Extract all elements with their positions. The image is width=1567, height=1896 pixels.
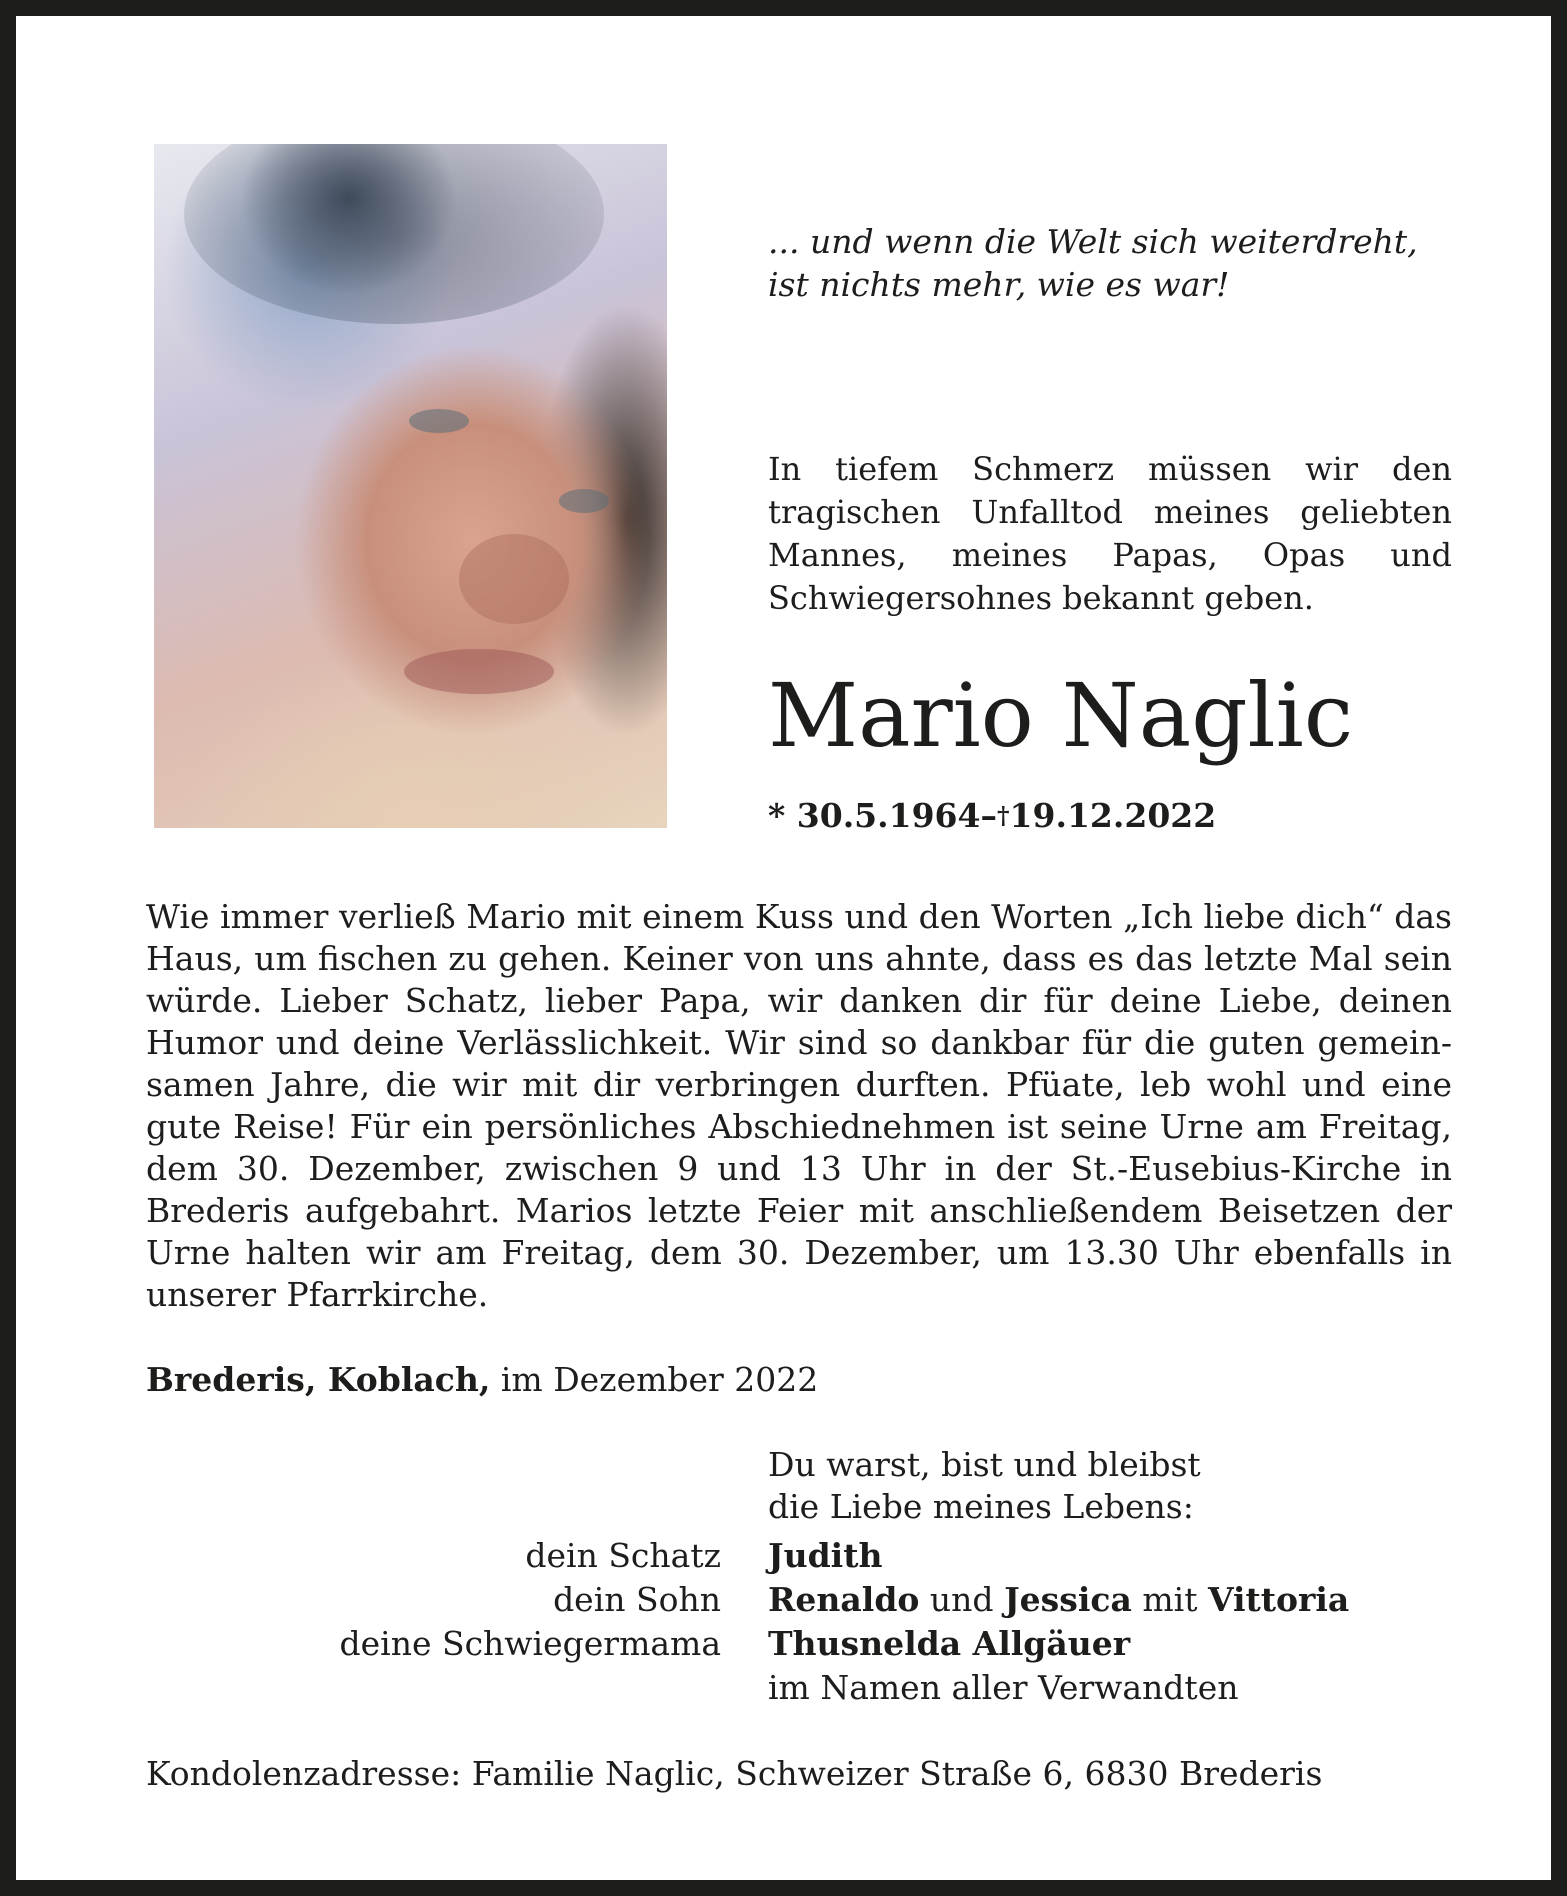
- place-and-date: [146, 1358, 1146, 1402]
- mourner-name-son: Renaldo: [768, 1580, 920, 1619]
- mourner-name-mother-in-law: Thusnelda Allgäuer: [768, 1624, 1131, 1663]
- death-mark: †: [996, 801, 1010, 830]
- quote: [768, 220, 1488, 306]
- mourner-role-son: dein Sohn: [553, 1580, 721, 1619]
- photo-hair: [184, 144, 604, 324]
- photo-nose: [459, 534, 569, 624]
- quote-line-2: ist nichts mehr, wie es war!: [768, 265, 1230, 304]
- love-statement: [768, 1444, 1468, 1528]
- mourner-name-partner: Jessica: [1004, 1580, 1132, 1619]
- condolence-address: Kondolenzadresse: Familie Naglic, Schweizer Straße 6, 6830 Brederis: [146, 1754, 1323, 1793]
- photo-eye-right: [559, 489, 609, 513]
- mourner-role-mother-in-law: deine Schwiegermama: [339, 1624, 721, 1663]
- place-location: Brederis, Koblach,: [146, 1360, 491, 1399]
- death-date: 19.12.2022: [1009, 796, 1217, 835]
- quote-line-1: ... und wenn die Welt sich weiterdreht,: [768, 222, 1418, 261]
- intro-text: In tiefem Schmerz müssen wir den tragischen Unfalltod meines geliebten Mannes, meines Papas, Opas und Schwiegersohnes bekannt geben.: [768, 450, 1452, 617]
- love-line-2: die Liebe meines Lebens:: [768, 1487, 1194, 1526]
- photo-eye-left: [409, 409, 469, 433]
- mourner-name-wife: Judith: [768, 1536, 883, 1575]
- mourner-names-son: [768, 1578, 1488, 1622]
- mourner-joiner-and: und: [929, 1580, 994, 1619]
- photo-mouth: [404, 649, 554, 694]
- life-dates: [768, 794, 1468, 838]
- deceased-name: Mario Naglic: [768, 664, 1354, 767]
- portrait-photo: [154, 144, 667, 828]
- body-text: Wie immer verließ Mario mit einem Kuss und den Worten „Ich liebe dich“ das Haus, um fischen zu gehen. Keiner von uns ahnte, dass es das letzte Mal sein würde. Lieber Schatz, lieber Papa, wir danken dir für deine Liebe, deinen Humor und deine Verlässlichkeit. Wir sind so dankbar für die guten gemeinsamen Jahre, die wir mit dir verbringen durften. Pfüate, leb wohl und eine gute Reise! Für ein persönliches Abschiednehmen ist seine Urne am Freitag, dem 30. Dezember, zwischen 9 und 13 Uhr in der St.-Eusebius-Kirche in Brederis aufgebahrt. Marios letzte Feier mit anschließendem Beisetzen der Urne halten wir am Freitag, dem 30. Dezember, um 13.30 Uhr ebenfalls in unserer Pfarrkirche.: [146, 897, 1452, 1314]
- place-date: im Dezember 2022: [500, 1360, 819, 1399]
- mourner-joiner-with: mit: [1142, 1580, 1198, 1619]
- relatives-note: im Namen aller Verwandten: [768, 1668, 1239, 1707]
- birth-mark: *: [768, 796, 786, 835]
- birth-date: 30.5.1964: [796, 796, 981, 835]
- mourner-role-wife: dein Schatz: [525, 1536, 721, 1575]
- mourner-name-grandchild: Vittoria: [1207, 1580, 1350, 1619]
- date-separator: –: [980, 796, 997, 835]
- love-line-1: Du warst, bist und bleibst: [768, 1445, 1201, 1484]
